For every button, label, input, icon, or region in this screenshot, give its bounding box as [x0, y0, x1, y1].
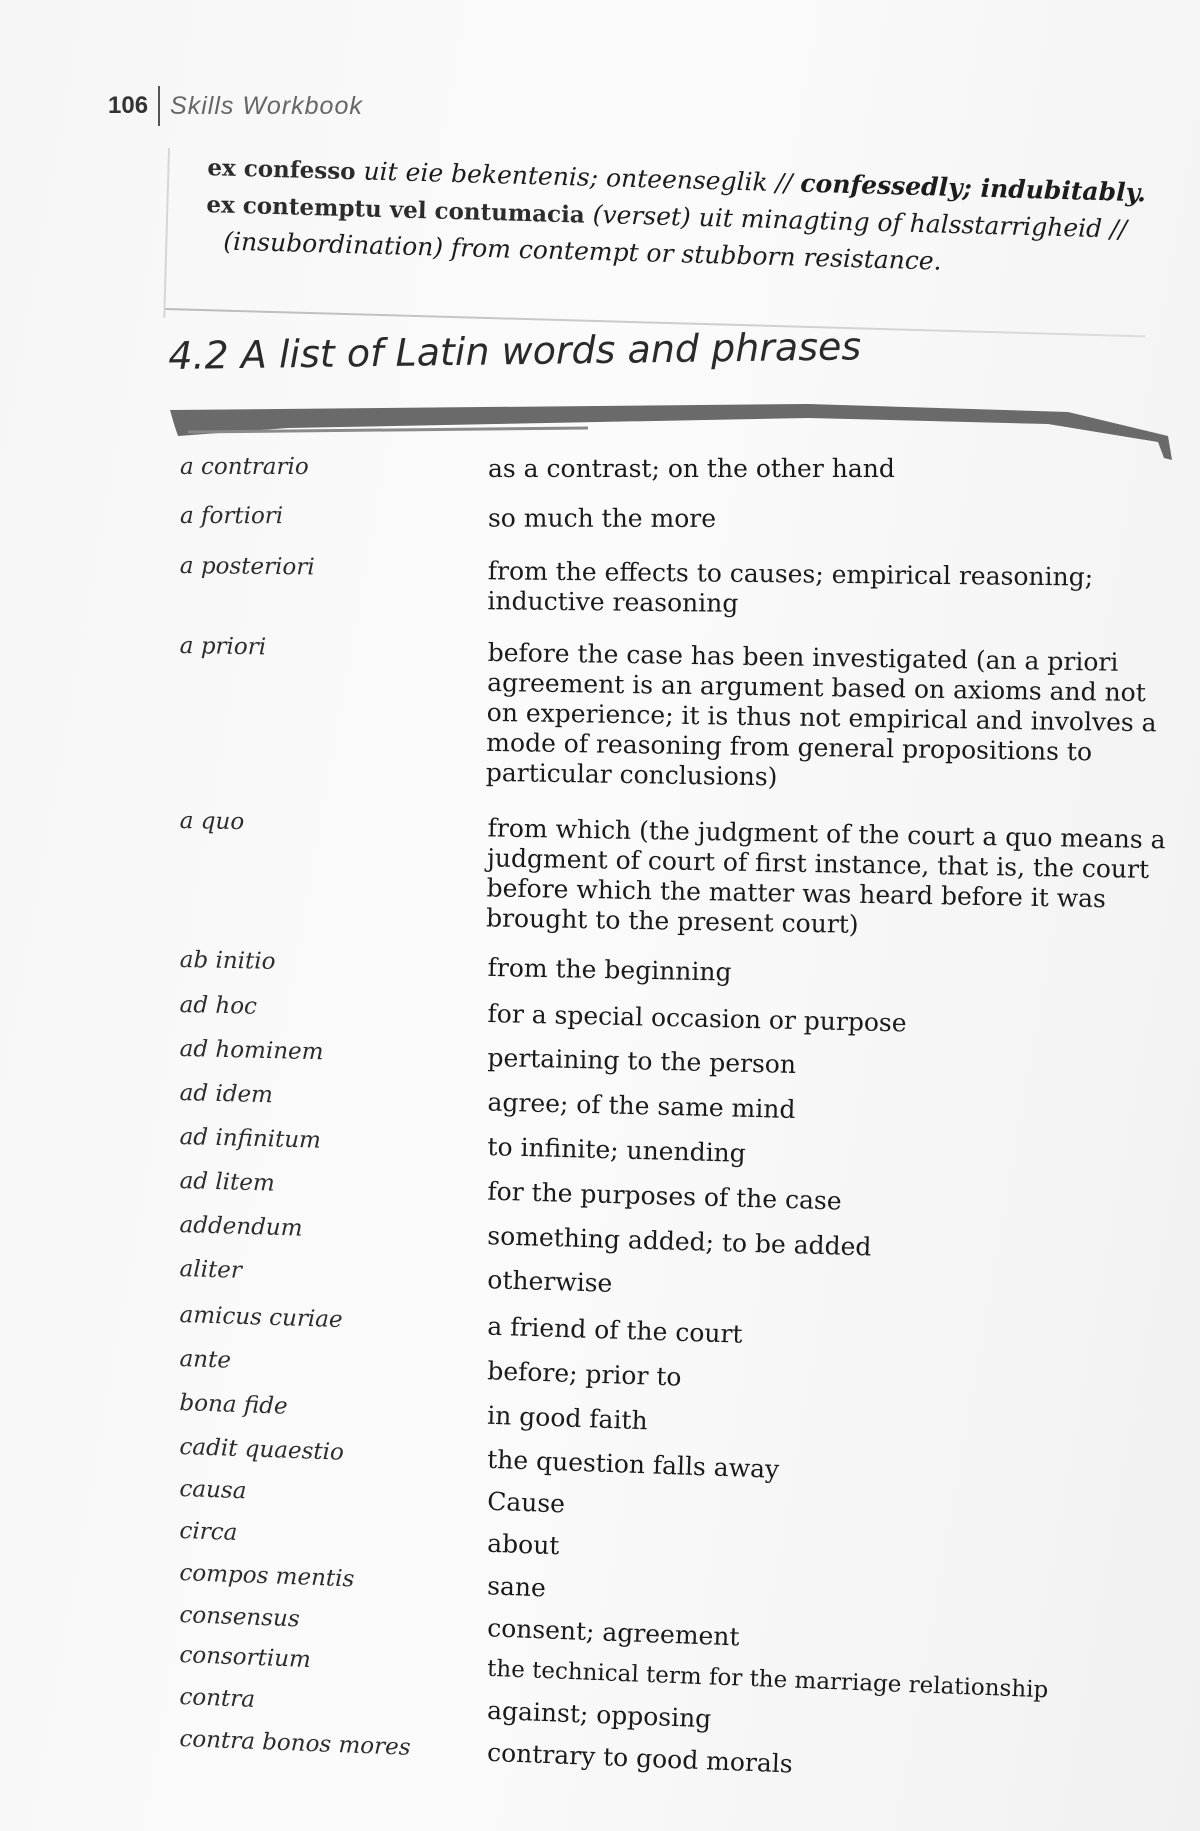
latin-term: compos mentis	[179, 1560, 355, 1593]
latin-term: ad hoc	[179, 992, 258, 1020]
term-definition: from the effects to causes; empirical reasoning; inductive reasoning	[487, 556, 1094, 618]
term-definition: otherwise	[487, 1265, 613, 1298]
latin-term: consensus	[179, 1602, 301, 1633]
latin-term: a quo	[179, 808, 245, 836]
latin-term: aliter	[179, 1256, 243, 1284]
latin-term: a posteriori	[179, 553, 315, 581]
term-definition: for a special occasion or purpose	[487, 998, 907, 1038]
term-definition: consent; agreement	[486, 1613, 741, 1652]
latin-term: ad litem	[179, 1168, 276, 1197]
glossary-entry	[0, 1719, 1199, 1779]
glossary-entry	[0, 503, 1200, 533]
running-head	[108, 86, 363, 126]
glossary-entry	[0, 1163, 1200, 1216]
section-number: 4.2	[168, 333, 230, 378]
glossary-entry	[0, 1428, 1199, 1484]
intro-english: (insubordination) from contempt or stubborn resistance.	[223, 226, 943, 276]
intro-term: ex contemptu vel contumacia	[206, 191, 586, 229]
latin-term: contra bonos mores	[179, 1726, 412, 1761]
term-definition: about	[486, 1528, 560, 1561]
workbook-title: Skills Workbook	[170, 91, 363, 120]
glossary-entry	[0, 1207, 1199, 1262]
glossary-entry	[0, 1340, 1199, 1392]
glossary-entry	[0, 1032, 1200, 1079]
term-definition: contrary to good morals	[486, 1737, 794, 1779]
latin-term: circa	[179, 1518, 238, 1547]
glossary-entry	[0, 1119, 1200, 1168]
term-definition: for the purposes of the case	[487, 1176, 843, 1216]
glossary-entry	[0, 1553, 1199, 1603]
term-definition: sane	[486, 1571, 547, 1603]
latin-term: amicus curiae	[179, 1302, 343, 1334]
term-definition: the question falls away	[486, 1444, 780, 1484]
latin-term: a fortiori	[179, 503, 284, 530]
latin-term: cadit quaestio	[179, 1434, 345, 1466]
latin-term: ante	[179, 1346, 232, 1374]
term-definition: from which (the judgment of the court a quo means a judgment of court of first instance, that is, the court before which the matter was heard before it was brought to the present court)	[485, 813, 1166, 939]
page-number: 106	[108, 92, 149, 119]
term-definition: before; prior to	[486, 1356, 682, 1392]
glossary-entry	[0, 1251, 1199, 1298]
latin-term: addendum	[179, 1212, 303, 1242]
term-definition: before the case has been investigated (an a priori agreement is an argument based on axioms and not on experience; it is thus not empirical and involves a mode of reasoning from general propositions to particular conclusions)	[485, 637, 1157, 792]
section-heading	[168, 324, 861, 378]
latin-term: consortium	[179, 1642, 312, 1674]
term-definition: Cause	[486, 1486, 566, 1519]
term-definition: something added; to be added	[487, 1221, 872, 1262]
term-definition: as a contrast; on the other hand	[488, 454, 895, 483]
term-definition: the technical term for the marriage relationship	[486, 1655, 1049, 1704]
intro-entries	[163, 148, 1159, 346]
glossary-entry	[0, 805, 1200, 939]
latin-term: a contrario	[180, 454, 309, 480]
term-definition: pertaining to the person	[487, 1042, 797, 1079]
section-title: A list of Latin words and phrases	[240, 324, 862, 377]
latin-term: ab initio	[179, 947, 276, 975]
running-head-divider	[158, 86, 160, 126]
glossary-entry	[0, 1677, 1199, 1734]
latin-term: ad infinitum	[179, 1124, 322, 1154]
glossary-entry	[0, 551, 1200, 618]
glossary-entry	[0, 1470, 1199, 1519]
latin-term: ad hominem	[179, 1036, 324, 1066]
glossary-entry	[0, 1076, 1200, 1125]
intro-term: ex confesso	[207, 154, 356, 186]
term-definition: from the beginning	[487, 952, 732, 987]
intro-english: confessedly; indubitably.	[800, 168, 1147, 208]
glossary-entry	[0, 1595, 1199, 1652]
intro-afrikaans: uit eie bekentenis; onteenseglik //	[363, 156, 793, 198]
term-definition: agree; of the same mind	[487, 1087, 796, 1125]
glossary-entry	[0, 988, 1200, 1038]
glossary-entry	[0, 1296, 1199, 1349]
glossary-entry	[0, 944, 1200, 987]
table-header-bar	[168, 402, 1174, 462]
latin-term: contra	[179, 1684, 256, 1713]
latin-term: ad idem	[179, 1080, 274, 1109]
intro-afrikaans: (verset) uit minagting of halsstarrigheid //	[592, 199, 1128, 244]
latin-term: bona fide	[179, 1390, 289, 1420]
term-definition: to infinite; unending	[487, 1132, 747, 1168]
glossary-entry	[0, 1512, 1199, 1561]
term-definition: a friend of the court	[486, 1311, 743, 1349]
term-definition: so much the more	[487, 503, 717, 533]
glossary-entry	[0, 630, 1200, 792]
latin-term: causa	[179, 1476, 247, 1505]
term-definition: against; opposing	[486, 1695, 712, 1734]
latin-term: a priori	[179, 633, 267, 661]
term-definition: in good faith	[486, 1400, 649, 1436]
glossary-entry	[0, 1384, 1199, 1436]
